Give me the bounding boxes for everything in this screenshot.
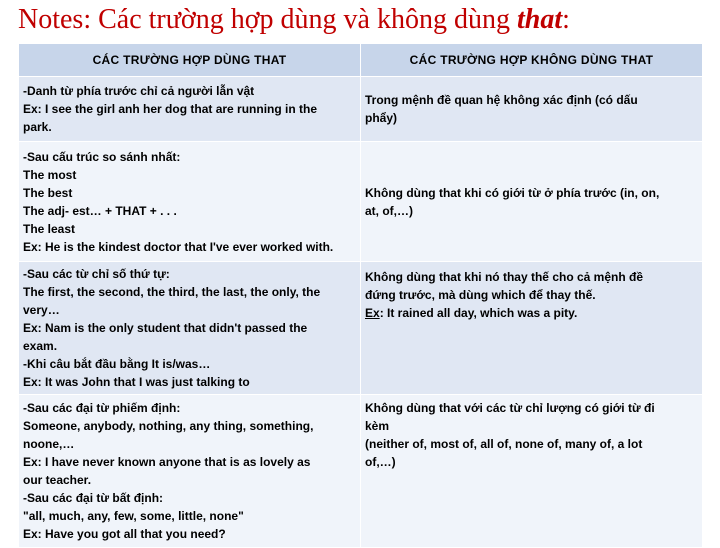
text-line: noone,… — [23, 437, 75, 451]
text-line: of,…) — [365, 455, 396, 469]
header-row — [19, 44, 703, 77]
text-line: -Sau các từ chỉ số thứ tự: — [23, 267, 170, 281]
text-line: Ex: Nam is the only student that didn't passed the — [23, 321, 308, 335]
text-line: (neither of, most of, all of, none of, many of, a lot — [365, 437, 643, 451]
text-line: Ex: Have you got all that you need? — [23, 527, 226, 541]
table-row — [19, 262, 703, 395]
text-line: The first, the second, the third, the last, the only, the — [23, 285, 321, 299]
text-line: -Danh từ phía trước chỉ cả người lẫn vật — [23, 84, 255, 98]
page-title — [18, 4, 570, 36]
text-line: Ex: I see the girl anh her dog that are running in the — [23, 102, 318, 116]
text-line: very… — [23, 303, 60, 317]
text-line: -Sau các đại từ phiếm định: — [23, 401, 181, 415]
row-4-right — [361, 395, 703, 548]
text-line: The least — [23, 221, 76, 236]
row-4-left — [19, 395, 361, 548]
notes-table — [18, 43, 703, 548]
text-line: The best — [23, 185, 73, 200]
row-2-right — [361, 142, 703, 262]
text-line: Không dùng that khi có giới từ ở phía trước (in, on, — [365, 185, 660, 200]
row-3-left — [19, 262, 361, 395]
text-line: Không dùng that với các từ chỉ lượng có giới từ đi — [365, 401, 655, 415]
text-line: "all, much, any, few, some, little, none" — [23, 509, 244, 523]
title-suffix: : — [562, 4, 570, 35]
example-line — [365, 304, 698, 322]
table-row — [19, 77, 703, 142]
text-line: exam. — [23, 339, 58, 353]
text-line: Trong mệnh đề quan hệ không xác định (có dấu — [365, 93, 638, 107]
text-line: our teacher. — [23, 473, 92, 487]
text-line: kèm — [365, 419, 390, 433]
row-3-right — [361, 262, 703, 395]
row-1-left — [19, 77, 361, 142]
text-line: Someone, anybody, nothing, any thing, something, — [23, 419, 314, 433]
text-line: -Khi câu bắt đầu bằng It is/was… — [23, 357, 211, 371]
row-1-right — [361, 77, 703, 142]
text-line: Không dùng that khi nó thay thế cho cả mệnh đề — [365, 270, 644, 284]
text-line: đứng trước, mà dùng which để thay thế. — [365, 288, 596, 302]
row-2-left — [19, 142, 361, 262]
text-line: -Sau các đại từ bất định: — [23, 491, 164, 505]
text-line: park. — [23, 120, 52, 134]
title-emphasis: that — [516, 4, 563, 35]
title-prefix: Notes: Các trường hợp dùng và không dùng — [18, 4, 517, 35]
text-line: -Sau cấu trúc so sánh nhất: — [23, 149, 181, 164]
example-label: Ex — [365, 306, 380, 320]
text-line: Ex: He is the kindest doctor that I've ever worked with. — [23, 239, 334, 254]
table-row — [19, 142, 703, 262]
example-text: : It rained all day, which was a pity. — [379, 306, 578, 320]
header-not-use-that: CÁC TRƯỜNG HỢP KHÔNG DÙNG THAT — [361, 44, 703, 77]
text-line: Ex: It was John that I was just talking to — [23, 375, 250, 389]
text-line: phẩy) — [365, 111, 398, 125]
header-use-that: CÁC TRƯỜNG HỢP DÙNG THAT — [19, 44, 361, 77]
text-line: The adj- est… + THAT + . . . — [23, 203, 177, 218]
table-row — [19, 395, 703, 548]
text-line: Ex: I have never known anyone that is as lovely as — [23, 455, 311, 469]
text-line: at, of,…) — [365, 203, 413, 218]
text-line: The most — [23, 167, 77, 182]
